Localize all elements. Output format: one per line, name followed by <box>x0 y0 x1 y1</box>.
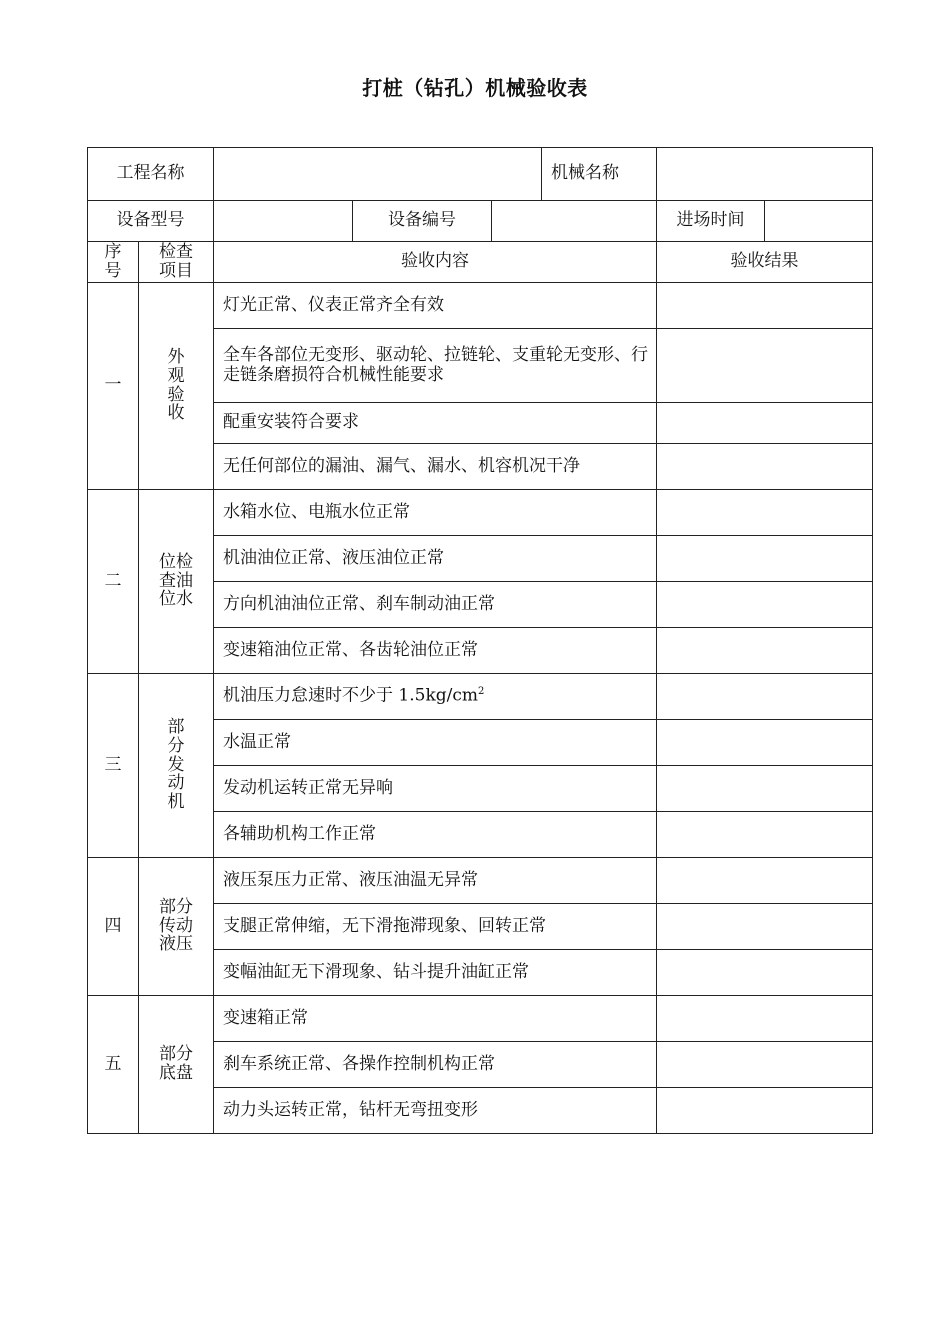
inspection-result-field[interactable] <box>657 283 873 329</box>
inspection-content: 机油油位正常、液压油位正常 <box>214 536 657 582</box>
inspection-content: 变速箱油位正常、各齿轮油位正常 <box>214 628 657 674</box>
inspection-result-field[interactable] <box>657 490 873 536</box>
inspection-content: 发动机运转正常无异响 <box>214 766 657 812</box>
number-field[interactable] <box>492 201 657 242</box>
inspection-content: 各辅助机构工作正常 <box>214 812 657 858</box>
inspection-content: 灯光正常、仪表正常齐全有效 <box>214 283 657 329</box>
project-name-field[interactable] <box>214 148 542 201</box>
machine-name-field[interactable] <box>657 148 873 201</box>
column-seq-label: 序号 <box>104 241 122 281</box>
section-seq: 四 <box>88 858 139 996</box>
inspection-content: 变速箱正常 <box>214 996 657 1042</box>
column-header-result: 验收结果 <box>657 242 873 283</box>
table-row <box>88 283 873 329</box>
inspection-result-field[interactable] <box>657 582 873 628</box>
inspection-content: 变幅油缸无下滑现象、钻斗提升油缸正常 <box>214 950 657 996</box>
column-header-row <box>88 242 873 283</box>
section-seq: 一 <box>88 283 139 490</box>
table-row <box>88 858 873 904</box>
inspection-content-text: 机油压力怠速时不少于 1.5kg/cm <box>223 686 478 707</box>
section-item-label: 部分发动机 <box>167 717 185 813</box>
inspection-result-field[interactable] <box>657 766 873 812</box>
section-seq: 五 <box>88 996 139 1134</box>
column-header-item <box>139 242 214 283</box>
inspection-result-field[interactable] <box>657 674 873 720</box>
inspection-result-field[interactable] <box>657 536 873 582</box>
inspection-content: 水箱水位、电瓶水位正常 <box>214 490 657 536</box>
inspection-result-field[interactable] <box>657 950 873 996</box>
inspection-content: 无任何部位的漏油、漏气、漏水、机容机况干净 <box>214 444 657 490</box>
inspection-result-field[interactable] <box>657 628 873 674</box>
inspection-result-field[interactable] <box>657 904 873 950</box>
project-name-label: 工程名称 <box>88 148 214 201</box>
inspection-result-field[interactable] <box>657 1088 873 1134</box>
page-title: 打桩（钻孔）机械验收表 <box>362 76 588 100</box>
unit-superscript: 2 <box>478 686 485 698</box>
column-item-label: 检查项目 <box>159 241 193 281</box>
inspection-table <box>87 147 873 1134</box>
header-row-equipment <box>88 201 873 242</box>
entry-time-field[interactable] <box>765 201 873 242</box>
inspection-content: 支腿正常伸缩，无下滑拖滞现象、回转正常 <box>214 904 657 950</box>
model-field[interactable] <box>214 201 353 242</box>
inspection-content: 动力头运转正常，钻杆无弯扭变形 <box>214 1088 657 1134</box>
inspection-form <box>87 147 872 1134</box>
section-item-label: 位检查油位水 <box>159 552 193 610</box>
section-item-label: 外观验收 <box>167 347 185 424</box>
section-item <box>139 674 214 858</box>
section-item-label: 部分底盘 <box>159 1044 193 1084</box>
inspection-content: 全车各部位无变形、驱动轮、拉链轮、支重轮无变形、行走链条磨损符合机械性能要求 <box>214 329 657 403</box>
entry-time-label: 进场时间 <box>657 201 765 242</box>
inspection-content: 方向机油油位正常、刹车制动油正常 <box>214 582 657 628</box>
header-row-project <box>88 148 873 201</box>
table-row <box>88 996 873 1042</box>
inspection-result-field[interactable] <box>657 444 873 490</box>
inspection-result-field[interactable] <box>657 858 873 904</box>
inspection-result-field[interactable] <box>657 329 873 403</box>
section-item-label: 部分传动液压 <box>159 897 193 955</box>
inspection-result-field[interactable] <box>657 996 873 1042</box>
section-seq: 三 <box>88 674 139 858</box>
section-item <box>139 858 214 996</box>
column-header-content: 验收内容 <box>214 242 657 283</box>
inspection-content: 刹车系统正常、各操作控制机构正常 <box>214 1042 657 1088</box>
section-item <box>139 490 214 674</box>
inspection-content: 配重安装符合要求 <box>214 403 657 444</box>
table-row <box>88 674 873 720</box>
inspection-content <box>214 674 657 720</box>
model-label: 设备型号 <box>88 201 214 242</box>
inspection-result-field[interactable] <box>657 403 873 444</box>
table-row <box>88 490 873 536</box>
inspection-content: 液压泵压力正常、液压油温无异常 <box>214 858 657 904</box>
machine-name-label: 机械名称 <box>542 148 657 201</box>
section-seq: 二 <box>88 490 139 674</box>
inspection-result-field[interactable] <box>657 812 873 858</box>
inspection-content: 水温正常 <box>214 720 657 766</box>
number-label: 设备编号 <box>353 201 492 242</box>
column-header-seq <box>88 242 139 283</box>
section-item <box>139 283 214 490</box>
inspection-result-field[interactable] <box>657 1042 873 1088</box>
section-item <box>139 996 214 1134</box>
inspection-result-field[interactable] <box>657 720 873 766</box>
